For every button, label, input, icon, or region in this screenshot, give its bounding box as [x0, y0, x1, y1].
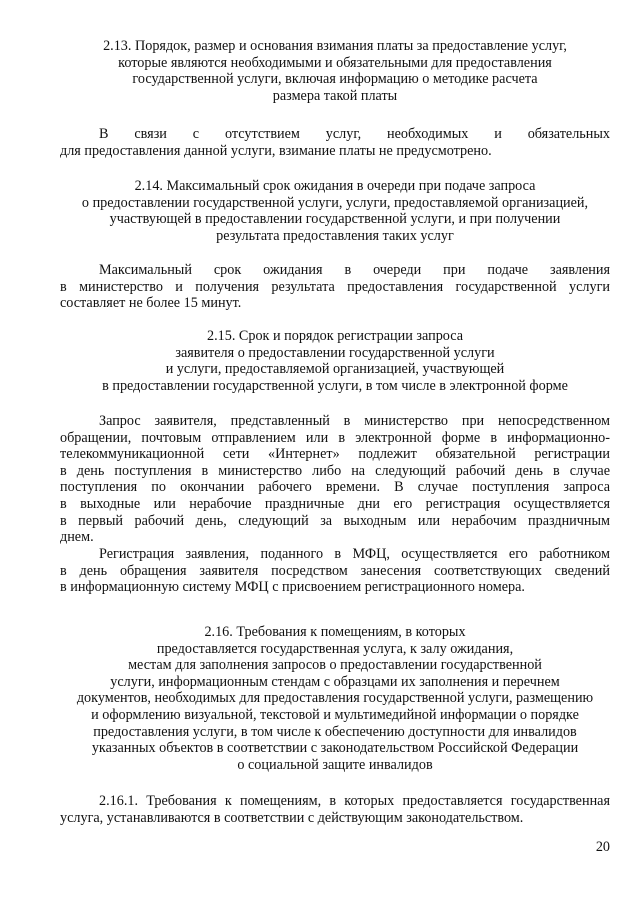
- paragraph-line: Регистрация заявления, поданного в МФЦ, осуществляется его работником: [99, 546, 610, 562]
- heading-line: документов, необходимых для предоставления государственной услуги, размещению: [76, 690, 594, 707]
- heading-line: которые являются необходимыми и обязательными для предоставления: [118, 54, 552, 71]
- section-2-13-heading: [60, 38, 610, 104]
- paragraph-line: в первый рабочий день, следующий за выходным или нерабочим праздничным: [60, 512, 610, 529]
- paragraph-line: днем.: [60, 529, 94, 546]
- paragraph-line: В связи с отсутствием услуг, необходимых и обязательных: [99, 126, 610, 142]
- paragraph-line: поступления по окончании рабочего времени. В случае поступления запроса: [60, 479, 610, 496]
- section-2-13-paragraph: [60, 126, 610, 159]
- paragraph-line: в выходные или нерабочие праздничные дни его регистрация осуществляется: [60, 495, 610, 512]
- heading-line: результата предоставления таких услуг: [216, 227, 454, 244]
- paragraph-line: Максимальный срок ожидания в очереди при подаче заявления: [99, 262, 610, 278]
- heading-line: участвующей в предоставлении государственной услуги, и при получении: [109, 211, 561, 228]
- heading-line: предоставляется государственная услуга, к залу ожидания,: [156, 640, 514, 657]
- paragraph-line: в день поступления в министерство либо на следующий рабочий день в случае: [60, 462, 610, 479]
- section-2-15-paragraph-1: [60, 413, 610, 546]
- section-2-14-paragraph: [60, 262, 610, 312]
- heading-line: услуги, информационным стендам с образцами их заполнения и перечнем: [110, 673, 560, 690]
- paragraph-line: телекоммуникационной сети «Интернет» подлежит обязательной регистрации: [60, 446, 610, 463]
- heading-line: и оформлению визуальной, текстовой и мультимедийной информации о порядке: [91, 706, 579, 723]
- paragraph-line: 2.16.1. Требования к помещениям, в которых предоставляется государственная: [99, 793, 610, 809]
- paragraph-line: в информационную систему МФЦ с присвоением регистрационного номера.: [60, 579, 525, 596]
- heading-line: 2.15. Срок и порядок регистрации запроса: [206, 328, 463, 344]
- heading-line: предоставления услуги, в том числе к обеспечению доступности для инвалидов: [93, 723, 577, 740]
- heading-line: указанных объектов в соответствии с законодательством Российской Федерации: [91, 740, 579, 757]
- section-2-15-heading: [60, 328, 610, 394]
- heading-line: местам для заполнения запросов о предоставлении государственной: [128, 657, 542, 674]
- heading-line: размера такой платы: [272, 87, 398, 104]
- heading-line: в предоставлении государственной услуги, в том числе в электронной форме: [102, 377, 568, 394]
- page-number: 20: [595, 839, 610, 855]
- heading-line: 2.13. Порядок, размер и основания взимания платы за предоставление услуг,: [103, 38, 567, 54]
- heading-line: о социальной защите инвалидов: [237, 756, 433, 773]
- heading-line: государственной услуги, включая информацию о методике расчета: [132, 71, 538, 88]
- heading-line: о предоставлении государственной услуги, услуги, предоставляемой организацией,: [81, 194, 589, 211]
- heading-line: 2.16. Требования к помещениям, в которых: [204, 624, 466, 640]
- section-2-14-heading: [60, 178, 610, 244]
- section-2-15-paragraph-2: [60, 546, 610, 596]
- section-2-16-heading: [60, 624, 610, 773]
- paragraph-line: услуга, устанавливаются в соответствии с действующим законодательством.: [60, 809, 524, 826]
- section-2-16-paragraph: [60, 793, 610, 826]
- paragraph-line: Запрос заявителя, представленный в министерство при непосредственном: [99, 413, 610, 429]
- paragraph-line: для предоставления данной услуги, взимание платы не предусмотрено.: [60, 142, 492, 159]
- heading-line: 2.14. Максимальный срок ожидания в очереди при подаче запроса: [134, 178, 536, 194]
- paragraph-line: в министерство и получения результата предоставления государственной услуги: [60, 278, 610, 295]
- paragraph-line: составляет не более 15 минут.: [60, 295, 242, 312]
- heading-line: и услуги, предоставляемой организацией, участвующей: [165, 361, 505, 378]
- paragraph-line: обращении, почтовым отправлением или в электронной форме в информационно-: [60, 429, 610, 446]
- heading-line: заявителя о предоставлении государственной услуги: [175, 344, 495, 361]
- paragraph-line: в день обращения заявителя посредством занесения соответствующих сведений: [60, 562, 610, 579]
